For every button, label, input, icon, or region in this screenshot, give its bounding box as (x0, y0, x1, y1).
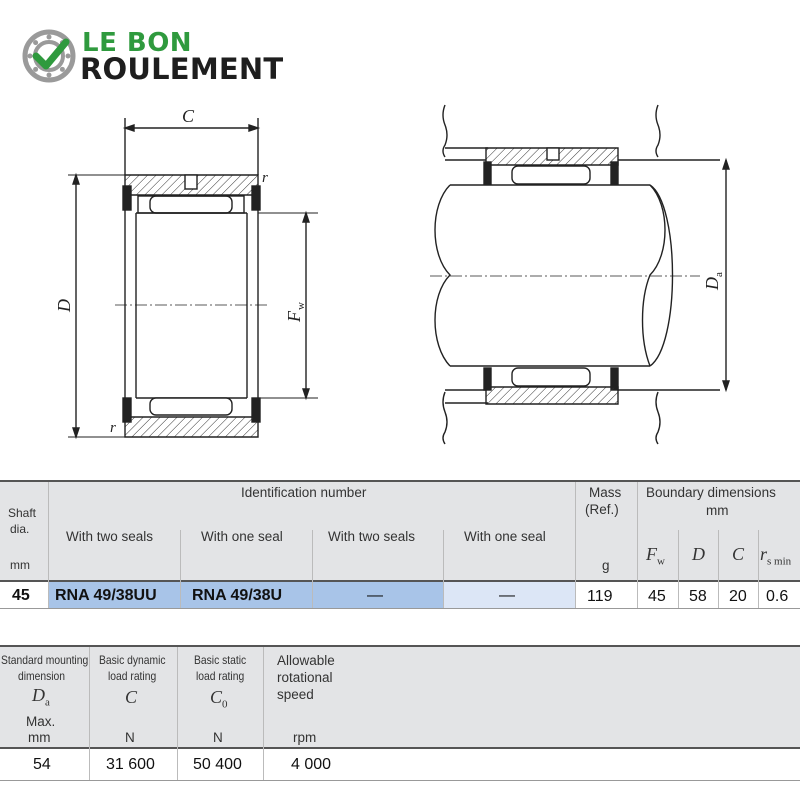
row-shaft: 45 (12, 587, 30, 604)
hdr-speed-line1: Allowable (277, 653, 335, 668)
hdr-speed-line3: speed (277, 687, 314, 702)
table1-bottom-rule (0, 608, 800, 609)
hdr-mass-unit: g (602, 558, 610, 573)
logo-line1: LE BON (82, 28, 193, 58)
row-id-two-seals-2: — (367, 587, 383, 604)
specification-table-2 (0, 645, 800, 785)
dim-label-fw (284, 302, 307, 323)
left-section-view (68, 118, 318, 437)
hdr-mounting-unit: mm (28, 730, 51, 745)
hdr-boundary-unit: mm (706, 503, 729, 518)
row-id-one-seal: RNA 49/38U (192, 587, 283, 604)
hdr-static-unit: N (213, 730, 223, 745)
svg-text:F: F (284, 311, 304, 322)
row-c-static: 50 400 (193, 756, 242, 773)
svg-text:D: D (702, 277, 722, 290)
row-speed: 4 000 (291, 756, 332, 773)
dim-label-r-top: r (262, 170, 268, 186)
hdr-shaft-line2: dia. (10, 522, 30, 536)
hdr-dynamic-line2: load rating (108, 669, 157, 683)
svg-text:a: a (713, 272, 725, 277)
table2-top-rule (0, 645, 800, 647)
hdr-dynamic-symbol: C (125, 687, 138, 707)
bearing-technical-drawing (0, 95, 800, 460)
table1-top-rule (0, 480, 800, 482)
brand-logo (22, 26, 312, 86)
hdr-mounting-max: Max. (26, 714, 56, 729)
hdr-boundary: Boundary dimensions (646, 485, 776, 500)
dim-label-d: D (54, 299, 74, 312)
svg-text:w: w (295, 302, 307, 310)
row-fw: 45 (648, 588, 666, 605)
hdr-static-line2: load rating (196, 669, 245, 683)
hdr-with-one-seal-2: With one seal (464, 529, 546, 544)
dim-label-da (702, 272, 725, 291)
hdr-col-rs: $r_{s min}$ (760, 544, 792, 568)
hdr-mounting-symbol: $D_a$ (32, 685, 50, 709)
row-mass: 119 (587, 588, 613, 605)
hdr-with-two-seals-2: With two seals (328, 529, 416, 544)
row-c-dynamic: 31 600 (106, 756, 155, 773)
hdr-static-symbol: $C_0$ (210, 687, 228, 711)
row-c: 20 (729, 588, 747, 605)
table2-bottom-rule (0, 780, 800, 781)
hdr-with-two-seals-1: With two seals (66, 529, 154, 544)
dim-label-r-bottom: r (110, 420, 116, 436)
row-id-two-seals: RNA 49/38UU (55, 587, 157, 604)
bearing-check-icon (22, 29, 76, 83)
row-rs: 0.6 (766, 588, 789, 605)
row-d: 58 (689, 588, 707, 605)
row-id-one-seal-2: — (499, 587, 515, 604)
hdr-speed-unit: rpm (293, 730, 317, 745)
hdr-mounting-line2: dimension (18, 669, 66, 683)
hdr-dynamic-unit: N (125, 730, 135, 745)
dim-label-c: C (182, 106, 195, 126)
hdr-with-one-seal-1: With one seal (201, 529, 283, 544)
right-mounting-view (430, 105, 729, 444)
hdr-shaft-line1: Shaft (8, 506, 37, 520)
logo-line2: ROULEMENT (80, 52, 284, 86)
specification-table-1 (0, 480, 800, 610)
hdr-dynamic-line1: Basic dynamic (99, 653, 166, 667)
hdr-col-d: D (692, 544, 705, 564)
row-da-max: 54 (33, 756, 51, 773)
hdr-static-line1: Basic static (194, 653, 247, 667)
table2-header-rule (0, 747, 800, 749)
hdr-shaft-unit: mm (10, 558, 30, 572)
hdr-mass-ref: (Ref.) (585, 502, 619, 517)
hdr-speed-line2: rotational (277, 670, 333, 685)
hdr-mass: Mass (589, 485, 622, 500)
hdr-identification: Identification number (241, 485, 367, 500)
hdr-col-fw: $F_w$ (646, 544, 665, 568)
hdr-col-c: C (732, 544, 745, 564)
hdr-mounting-line1: Standard mounting (1, 653, 89, 667)
